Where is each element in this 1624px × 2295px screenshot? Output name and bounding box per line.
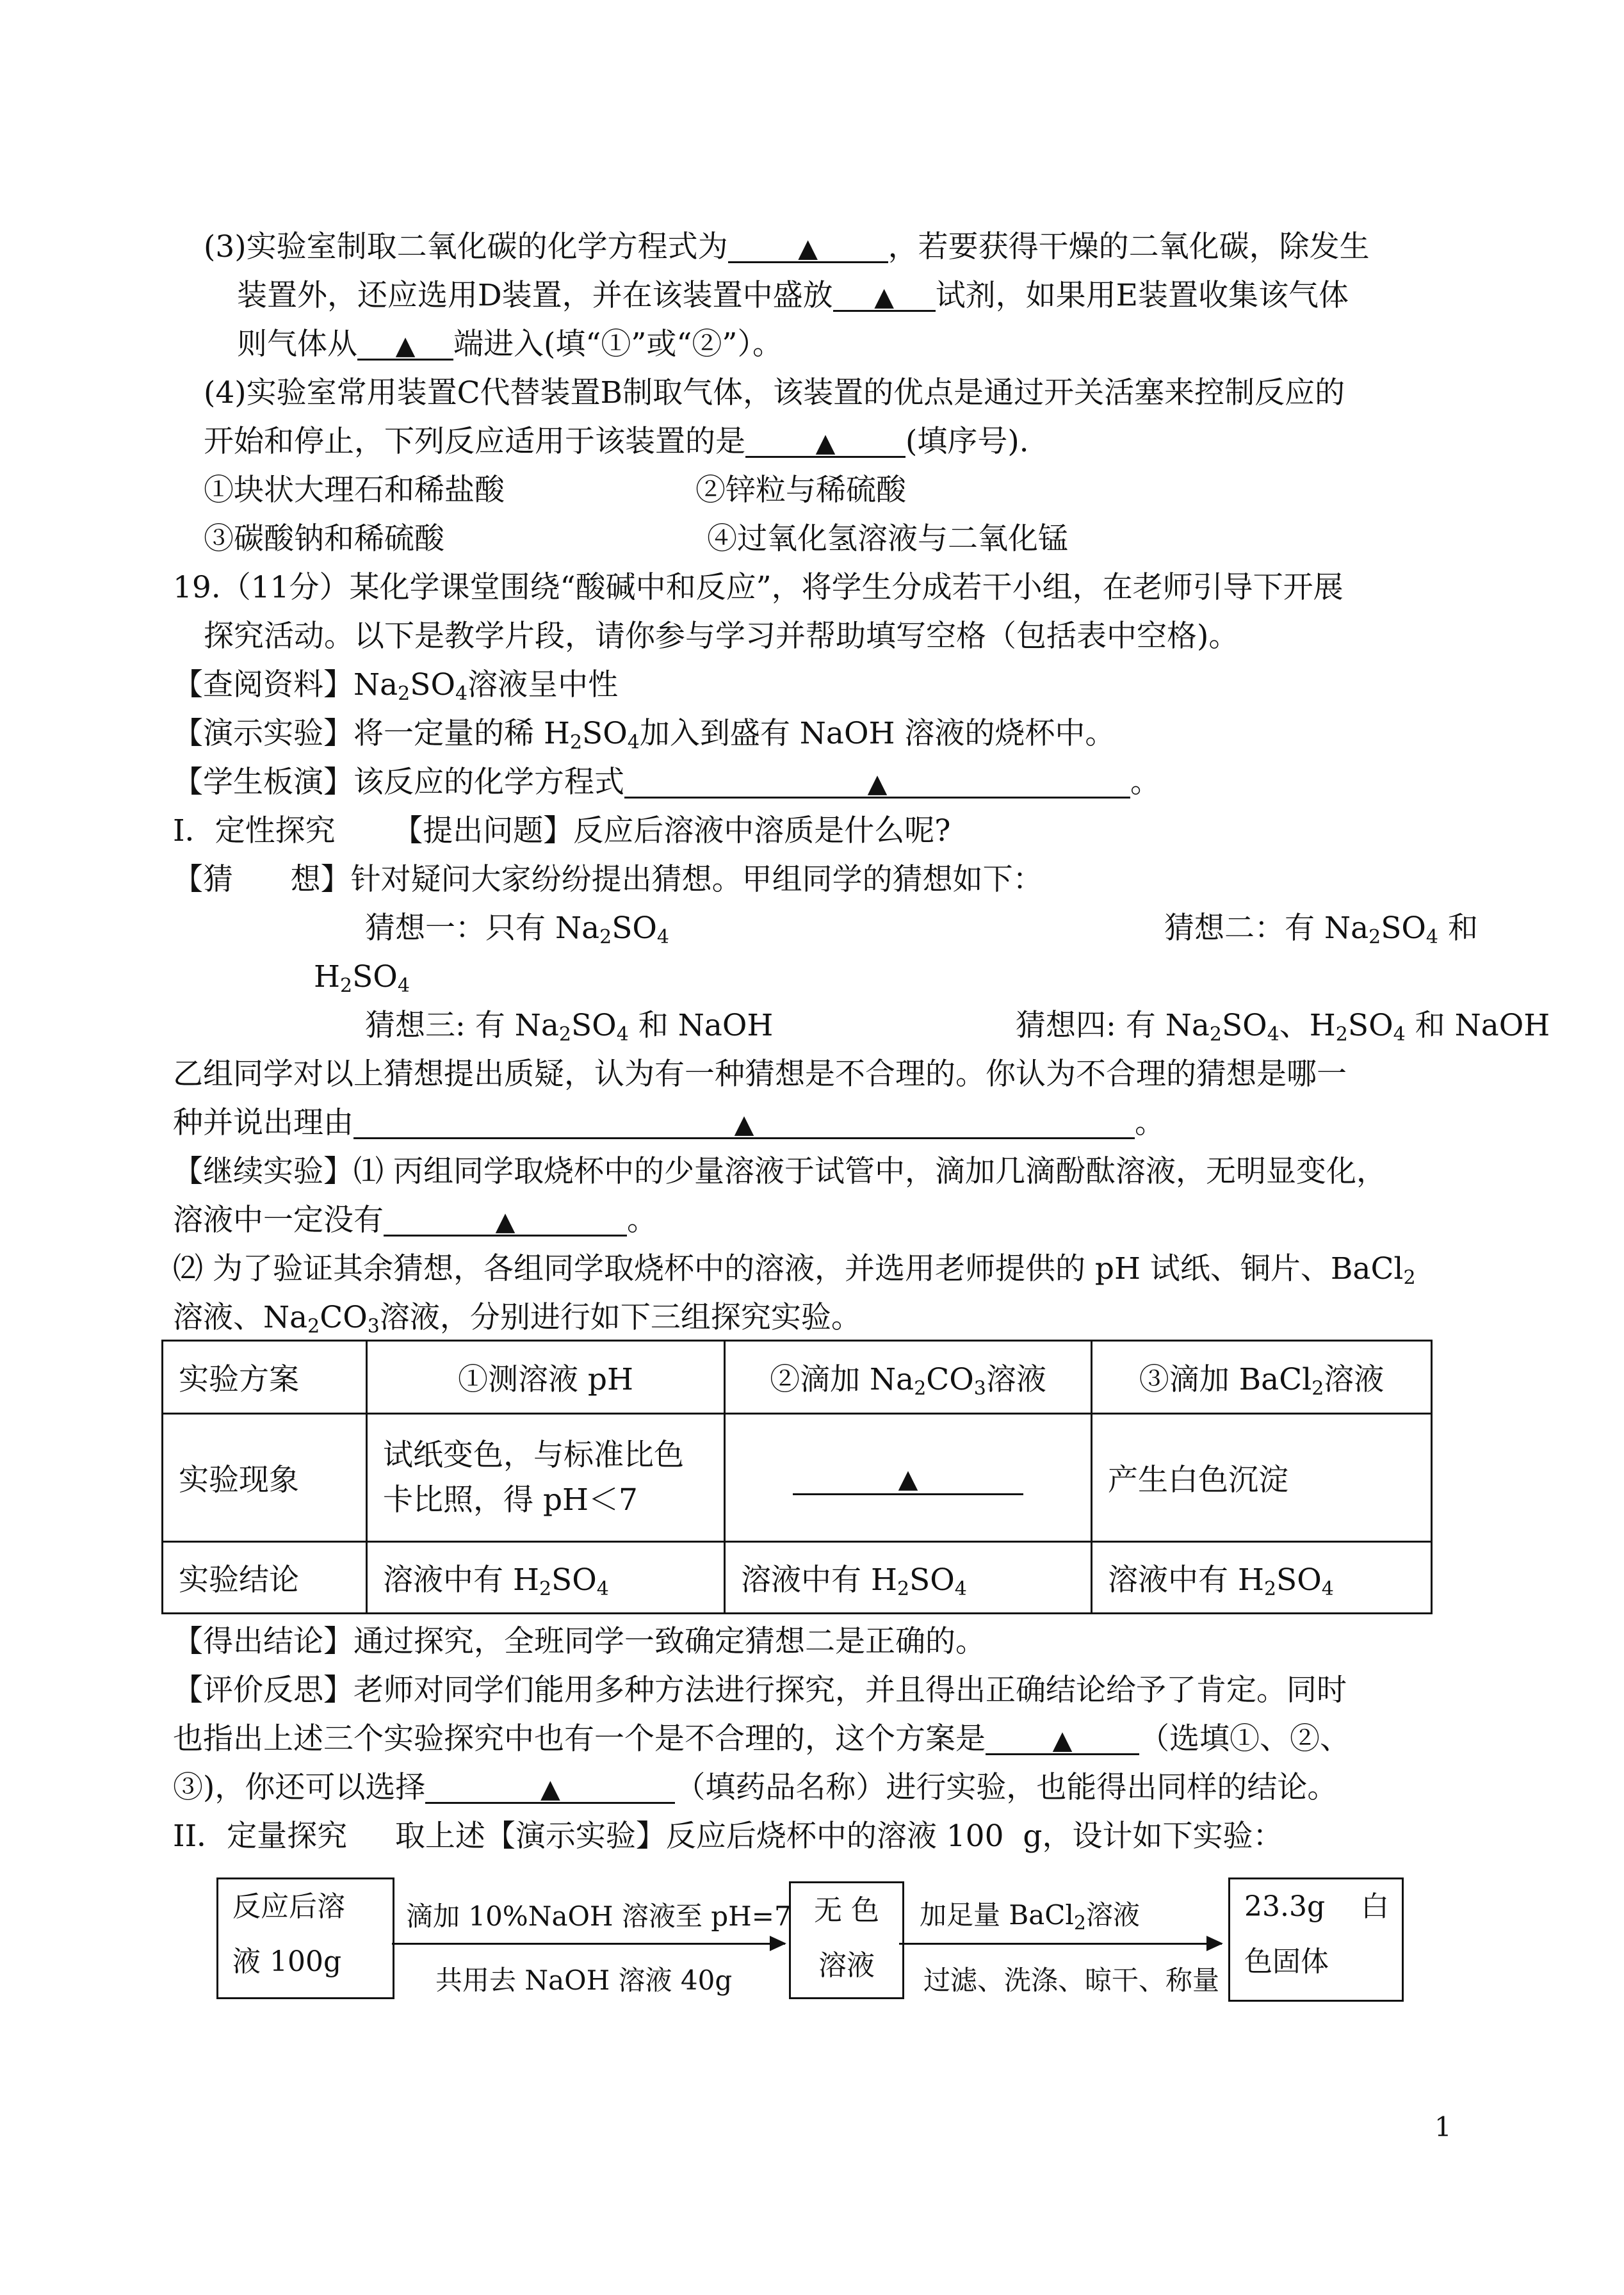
answer-blank[interactable]: ▲ bbox=[624, 763, 1130, 799]
q18-part4-line2: 开始和停止，下列反应适用于该装置的是 ▲ (填序号). bbox=[204, 424, 1029, 459]
evaluation-line2: 也指出上述三个实验探究中也有一个是不合理的，这个方案是 ▲ （选填①、②、 bbox=[173, 1721, 1350, 1756]
answer-blank[interactable]: ▲ bbox=[425, 1769, 675, 1804]
q18-part4-line1: (4)实验室常用装置C代替装置B制取气体，该装置的优点是通过开关活塞来控制反应的 bbox=[204, 375, 1345, 410]
qualitative-section: I．定性探究 【提出问题】反应后溶液中溶质是什么呢? bbox=[173, 813, 951, 848]
table-header-cell: ②滴加 $Na_2CO_3$溶液 bbox=[725, 1341, 1092, 1414]
hypothesis-intro: 【猜 想】针对疑问大家纷纷提出猜想。甲组同学的猜想如下： bbox=[173, 862, 1043, 897]
flow-box-white-solid: 23.3g 白 色固体 bbox=[1228, 1877, 1404, 2002]
doubt-line1: 乙组同学对以上猜想提出质疑，认为有一种猜想是不合理的。你认为不合理的猜想是哪一 bbox=[173, 1057, 1347, 1092]
q18-part3-line1: (3)实验室制取二氧化碳的化学方程式为 ▲ ，若要获得干燥的二氧化碳，除发生 bbox=[204, 229, 1370, 264]
table-cell bbox=[725, 1414, 1092, 1542]
hypothesis-2-tail: $H_2SO_4$ bbox=[314, 959, 410, 997]
option-4: ④过氧化氢溶液与二氧化锰 bbox=[707, 521, 1068, 556]
answer-blank[interactable]: ▲ bbox=[353, 1104, 1135, 1139]
answer-blank[interactable]: ▲ bbox=[745, 423, 905, 458]
verify-line2: 溶液、$Na_2CO_3$溶液，分别进行如下三组探究实验。 bbox=[173, 1300, 861, 1338]
answer-blank[interactable]: ▲ bbox=[986, 1720, 1139, 1755]
option-2: ②锌粒与稀硫酸 bbox=[695, 473, 906, 508]
quantitative-section: II．定量探究 取上述【演示实验】反应后烧杯中的溶液 100 g，设计如下实验： bbox=[173, 1819, 1283, 1854]
flow-box-colorless-solution: 无 色 溶液 bbox=[789, 1881, 904, 1999]
table-cell: 试纸变色，与标准比色 卡比照，得 pH＜7 bbox=[367, 1414, 725, 1542]
option-1: ①块状大理石和稀盐酸 bbox=[204, 473, 505, 508]
table-cell: 溶液中有 $H_2SO_4$ bbox=[367, 1542, 725, 1614]
table-row bbox=[163, 1414, 1432, 1542]
table-cell: 产生白色沉淀 bbox=[1092, 1414, 1432, 1542]
experiment-table bbox=[161, 1340, 1433, 1614]
conclusion: 【得出结论】通过探究，全班同学一致确定猜想二是正确的。 bbox=[173, 1624, 986, 1659]
answer-blank[interactable]: ▲ bbox=[833, 277, 936, 312]
q18-part3-line3: 则气体从 ▲ 端进入(填“①”或“②”）。 bbox=[237, 327, 783, 362]
q18-part3-line2: 装置外，还应选用D装置，并在该装置中盛放 ▲ 试剂，如果用E装置收集该气体 bbox=[237, 278, 1349, 313]
flow-arrow-label: 加足量 BaCl$_2$溶液 bbox=[920, 1899, 1140, 1934]
evaluation-line1: 【评价反思】老师对同学们能用多种方法进行探究，并且得出正确结论给予了肯定。同时 bbox=[173, 1673, 1347, 1708]
option-3: ③碳酸钠和稀硫酸 bbox=[204, 521, 444, 556]
reference-material: 【查阅资料】$Na_2SO_4$溶液呈中性 bbox=[173, 667, 619, 705]
answer-blank[interactable]: ▲ bbox=[793, 1460, 1023, 1495]
evaluation-line3: ③)，你还可以选择 ▲ （填药品名称）进行实验，也能得出同样的结论。 bbox=[173, 1770, 1338, 1805]
demo-experiment: 【演示实验】将一定量的稀 $H_2SO_4$加入到盛有 NaOH 溶液的烧杯中。 bbox=[173, 716, 1116, 754]
flow-arrow-label: 共用去 NaOH 溶液 40g bbox=[435, 1965, 733, 1996]
student-board: 【学生板演】该反应的化学方程式 ▲ 。 bbox=[173, 765, 1160, 800]
continue-line1: 【继续实验】⑴ 丙组同学取烧杯中的少量溶液于试管中，滴加几滴酚酞溶液，无明显变化， bbox=[173, 1154, 1386, 1189]
table-cell: 实验结论 bbox=[163, 1542, 367, 1614]
hypothesis-3: 猜想三: 有 $Na_2SO_4$ 和 NaOH bbox=[365, 1008, 774, 1046]
verify-line1: ⑵ 为了验证其余猜想，各组同学取烧杯中的溶液，并选用老师提供的 pH 试纸、铜片、BaCl$_2$ bbox=[173, 1251, 1416, 1289]
continue-line2: 溶液中一定没有 ▲ 。 bbox=[173, 1203, 657, 1238]
answer-blank[interactable]: ▲ bbox=[357, 325, 453, 361]
flow-arrow-label: 滴加 10%NaOH 溶液至 pH=7 bbox=[406, 1901, 792, 1932]
table-cell: 实验现象 bbox=[163, 1414, 367, 1542]
table-header-cell: ③滴加 BaCl$_2$溶液 bbox=[1092, 1341, 1432, 1414]
flow-arrow bbox=[392, 1943, 785, 1945]
hypothesis-4: 猜想四: 有 $Na_2SO_4$、$H_2SO_4$ 和 NaOH bbox=[1016, 1008, 1550, 1046]
hypothesis-2: 猜想二：有 $Na_2SO_4$ 和 bbox=[1164, 911, 1488, 948]
table-cell: 溶液中有 $H_2SO_4$ bbox=[725, 1542, 1092, 1614]
table-header-cell: 实验方案 bbox=[163, 1341, 367, 1414]
answer-blank[interactable]: ▲ bbox=[384, 1201, 627, 1237]
flow-arrow bbox=[899, 1943, 1222, 1945]
table-header-cell: ①测溶液 pH bbox=[367, 1341, 725, 1414]
table-cell: 溶液中有 $H_2SO_4$ bbox=[1092, 1542, 1432, 1614]
flow-box-initial-solution: 反应后溶 液 100g bbox=[216, 1877, 394, 1999]
q19-heading-line2: 探究活动。以下是教学片段，请你参与学习并帮助填写空格（包括表中空格)。 bbox=[204, 619, 1239, 654]
page-number: 1 bbox=[1434, 2111, 1452, 2143]
q19-heading-line1: 19.（11分）某化学课堂围绕“酸碱中和反应”，将学生分成若干小组，在老师引导下开展 bbox=[173, 570, 1344, 605]
table-row bbox=[163, 1341, 1432, 1414]
flow-arrow-label: 过滤、洗涤、晾干、称量 bbox=[923, 1965, 1220, 1996]
table-row bbox=[163, 1542, 1432, 1614]
answer-blank[interactable]: ▲ bbox=[728, 228, 888, 263]
hypothesis-1: 猜想一：只有 $Na_2SO_4$ bbox=[365, 911, 670, 948]
doubt-line2: 种并说出理由 ▲ 。 bbox=[173, 1105, 1165, 1140]
